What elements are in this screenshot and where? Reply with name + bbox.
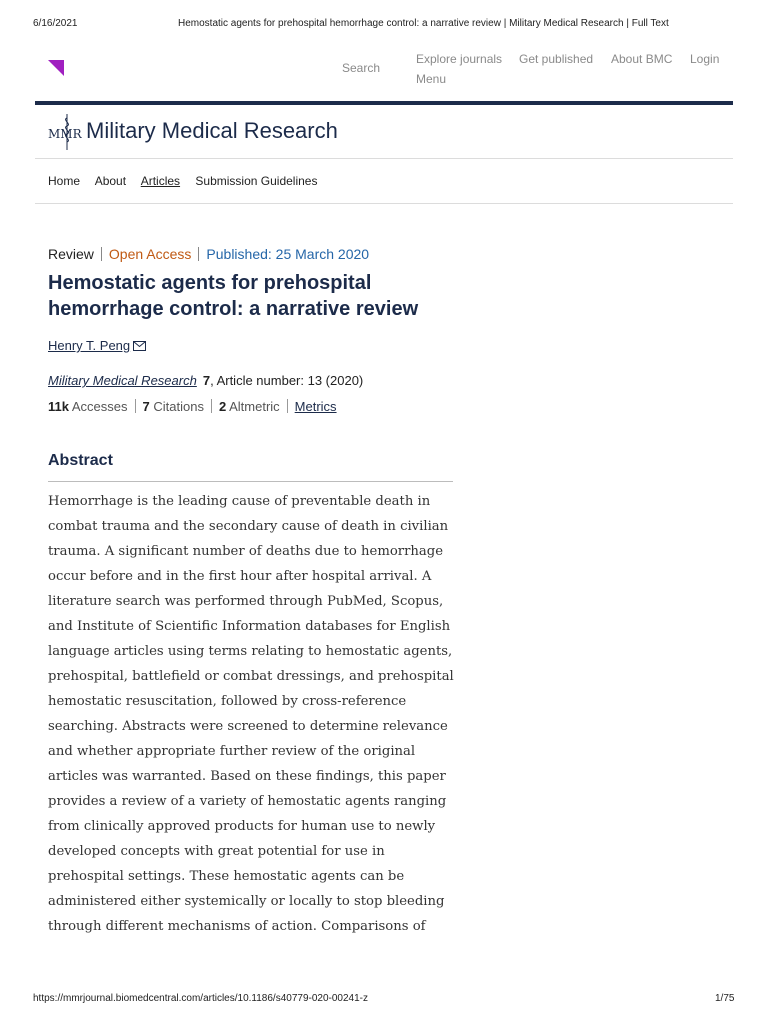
author-name[interactable]: Henry T. Peng bbox=[48, 338, 131, 353]
nav-home[interactable]: Home bbox=[48, 174, 81, 188]
accesses-count: 11k bbox=[48, 399, 69, 414]
print-url: https://mmrjournal.biomedcentral.com/articles/10.1186/s40779-020-00241-z bbox=[33, 993, 368, 1004]
article-meta bbox=[48, 246, 369, 262]
journal-title[interactable]: Military Medical Research bbox=[86, 118, 338, 143]
print-page-number: 1/75 bbox=[715, 993, 735, 1004]
published-date: Published: 25 March 2020 bbox=[206, 246, 370, 262]
altmetric-label: Altmetric bbox=[229, 399, 280, 414]
search-link[interactable]: Search bbox=[342, 61, 381, 75]
metrics-separator bbox=[287, 399, 288, 413]
envelope-icon[interactable] bbox=[133, 341, 146, 351]
nav-bottom-divider bbox=[35, 203, 733, 204]
metrics-separator bbox=[211, 399, 212, 413]
nav-articles[interactable]: Articles bbox=[140, 174, 181, 188]
meta-separator bbox=[101, 247, 102, 261]
citation-line bbox=[48, 373, 363, 388]
metrics-link[interactable]: Metrics bbox=[294, 399, 337, 414]
login-link[interactable]: Login bbox=[690, 52, 720, 66]
nav-top-divider bbox=[35, 158, 733, 159]
journal-logo-text: MMR bbox=[48, 127, 82, 141]
meta-separator bbox=[198, 247, 199, 261]
citation-article-number: , Article number: 13 (2020) bbox=[210, 373, 364, 388]
open-access-badge: Open Access bbox=[108, 246, 192, 262]
altmetric-count: 2 bbox=[218, 399, 227, 414]
citation-journal-link[interactable]: Military Medical Research bbox=[48, 373, 197, 388]
header-divider bbox=[35, 101, 733, 105]
metrics-separator bbox=[135, 399, 136, 413]
menu-button[interactable]: Menu bbox=[416, 72, 447, 86]
nav-about[interactable]: About bbox=[94, 174, 127, 188]
citations-label: Citations bbox=[153, 399, 204, 414]
journal-nav bbox=[48, 174, 329, 188]
abstract-text: Hemorrhage is the leading cause of preventable death in combat trauma and the secondary cause of death in civilian trauma. A significant number of deaths due to hemorrhage occur before and in the first hour after hospital arrival. A literature search was performed through PubMed, Scopus, and Institute of Scientific Information databases for English language articles using terms relating to hemostatic agents, prehospital, battlefield or combat dressings, and prehospital hemostatic resuscitation, followed by cross-reference searching. Abstracts were screened to determine relevance and whether appropriate further review of the original articles was warranted. Based on these findings, this paper provides a review of a variety of hemostatic agents ranging from clinically approved products for human use to newly developed concepts with great potential for use in prehospital settings. These hemostatic agents can be administered either systemically or locally to stop bleeding through different mechanisms of action. Comparisons of bbox=[48, 494, 454, 934]
accesses-label: Accesses bbox=[71, 399, 128, 414]
article-type: Review bbox=[48, 246, 94, 262]
citation-volume: 7 bbox=[202, 373, 211, 388]
article-title: Hemostatic agents for prehospital hemorrhage control: a narrative review bbox=[48, 272, 419, 320]
print-date: 6/16/2021 bbox=[33, 18, 78, 29]
about-bmc-link[interactable]: About BMC bbox=[611, 52, 673, 66]
article-metrics bbox=[48, 399, 337, 414]
journal-logo-icon[interactable] bbox=[48, 112, 86, 152]
nav-submission-guidelines[interactable]: Submission Guidelines bbox=[195, 174, 318, 188]
print-page-title: Hemostatic agents for prehospital hemorrhage control: a narrative review | Military Medical Research | Full Text bbox=[178, 18, 669, 29]
bmc-logo-icon[interactable] bbox=[48, 60, 64, 76]
abstract-divider bbox=[48, 481, 453, 482]
citations-count: 7 bbox=[142, 399, 150, 414]
get-published-link[interactable]: Get published bbox=[519, 52, 594, 66]
author-link[interactable] bbox=[48, 338, 146, 353]
abstract-heading: Abstract bbox=[48, 452, 113, 469]
explore-journals-link[interactable]: Explore journals bbox=[416, 52, 503, 66]
